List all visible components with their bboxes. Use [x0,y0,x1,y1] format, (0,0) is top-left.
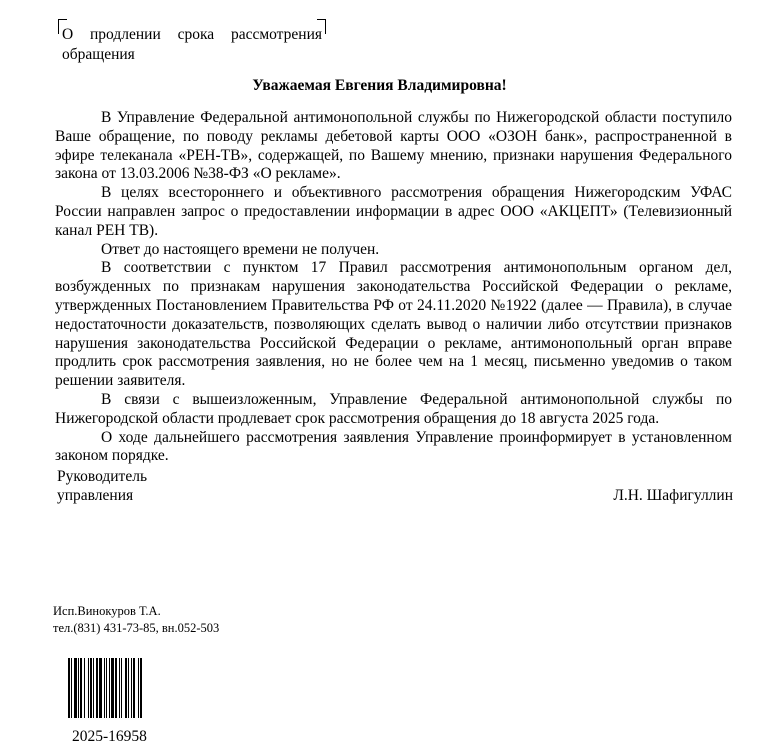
body-paragraph: В связи с вышеизложенным, Управление Федеральной антимонопольной службы по Нижегородской области продлевает срок рассмотрения обращения до 18 августа 2025 года. [55,390,732,427]
subject-line-2: обращения [62,46,135,63]
letter-body [55,109,732,466]
signatory-name: Л.Н. Шафигуллин [613,487,733,504]
signatory-title-line-2: управления [57,487,134,504]
subject-word: срока [177,26,215,43]
body-paragraph: О ходе дальнейшего рассмотрения заявления Управление проинформирует в установленном законом порядке. [55,428,732,465]
barcode-image [68,658,167,718]
subject-word: продлении [90,26,161,43]
body-paragraph: В соответствии с пунктом 17 Правил рассмотрения антимонопольным органом дел, возбужденных по признакам нарушения законодательства Российской Федерации о рекламе, утвержденных Постановлением Правительства РФ от 24.11.2020 №1922 (далее — Правила), в случае недостаточности доказательств, позволяющих сделать вывод о наличии либо отсутствии признаков нарушения законодательства Российской Федерации о рекламе, антимонопольный орган вправе продлить срок рассмотрения заявления, но не более чем на 1 месяц, письменно уведомив о таком решении заявителя. [55,259,732,390]
executor-info [53,603,219,637]
body-paragraph: Ответ до настоящего времени не получен. [101,240,380,258]
subject-word: О [62,26,74,43]
salutation: Уважаемая Евгения Владимировна! [252,77,507,94]
subject-line-1 [62,25,322,44]
body-paragraph: В целях всестороннего и объективного рассмотрения обращения Нижегородским УФАС России направлен запрос о предоставлении информации в адрес ООО «АКЦЕПТ» (Телевизионный канал РЕН ТВ). [55,184,732,239]
executor-phone: тел.(831) 431-73-85, вн.052-503 [53,621,220,635]
body-paragraph: В Управление Федеральной антимонопольной службы по Нижегородской области поступило Ваше обращение, по поводу рекламы дебетовой карты ООО «ОЗОН банк», распространенной в эфире телеканала «РЕН-ТВ», содержащей, по Вашему мнению, признаки нарушения Федерального закона от 13.03.2006 №38-ФЗ «О рекламе». [55,109,732,183]
subject-word: рассмотрения [230,26,322,43]
registration-number: 2025-16958 [72,728,147,745]
letter-subject [58,19,326,65]
signatory-title-line-1: Руководитель [57,468,148,485]
executor-name: Исп.Винокуров Т.А. [53,604,161,618]
